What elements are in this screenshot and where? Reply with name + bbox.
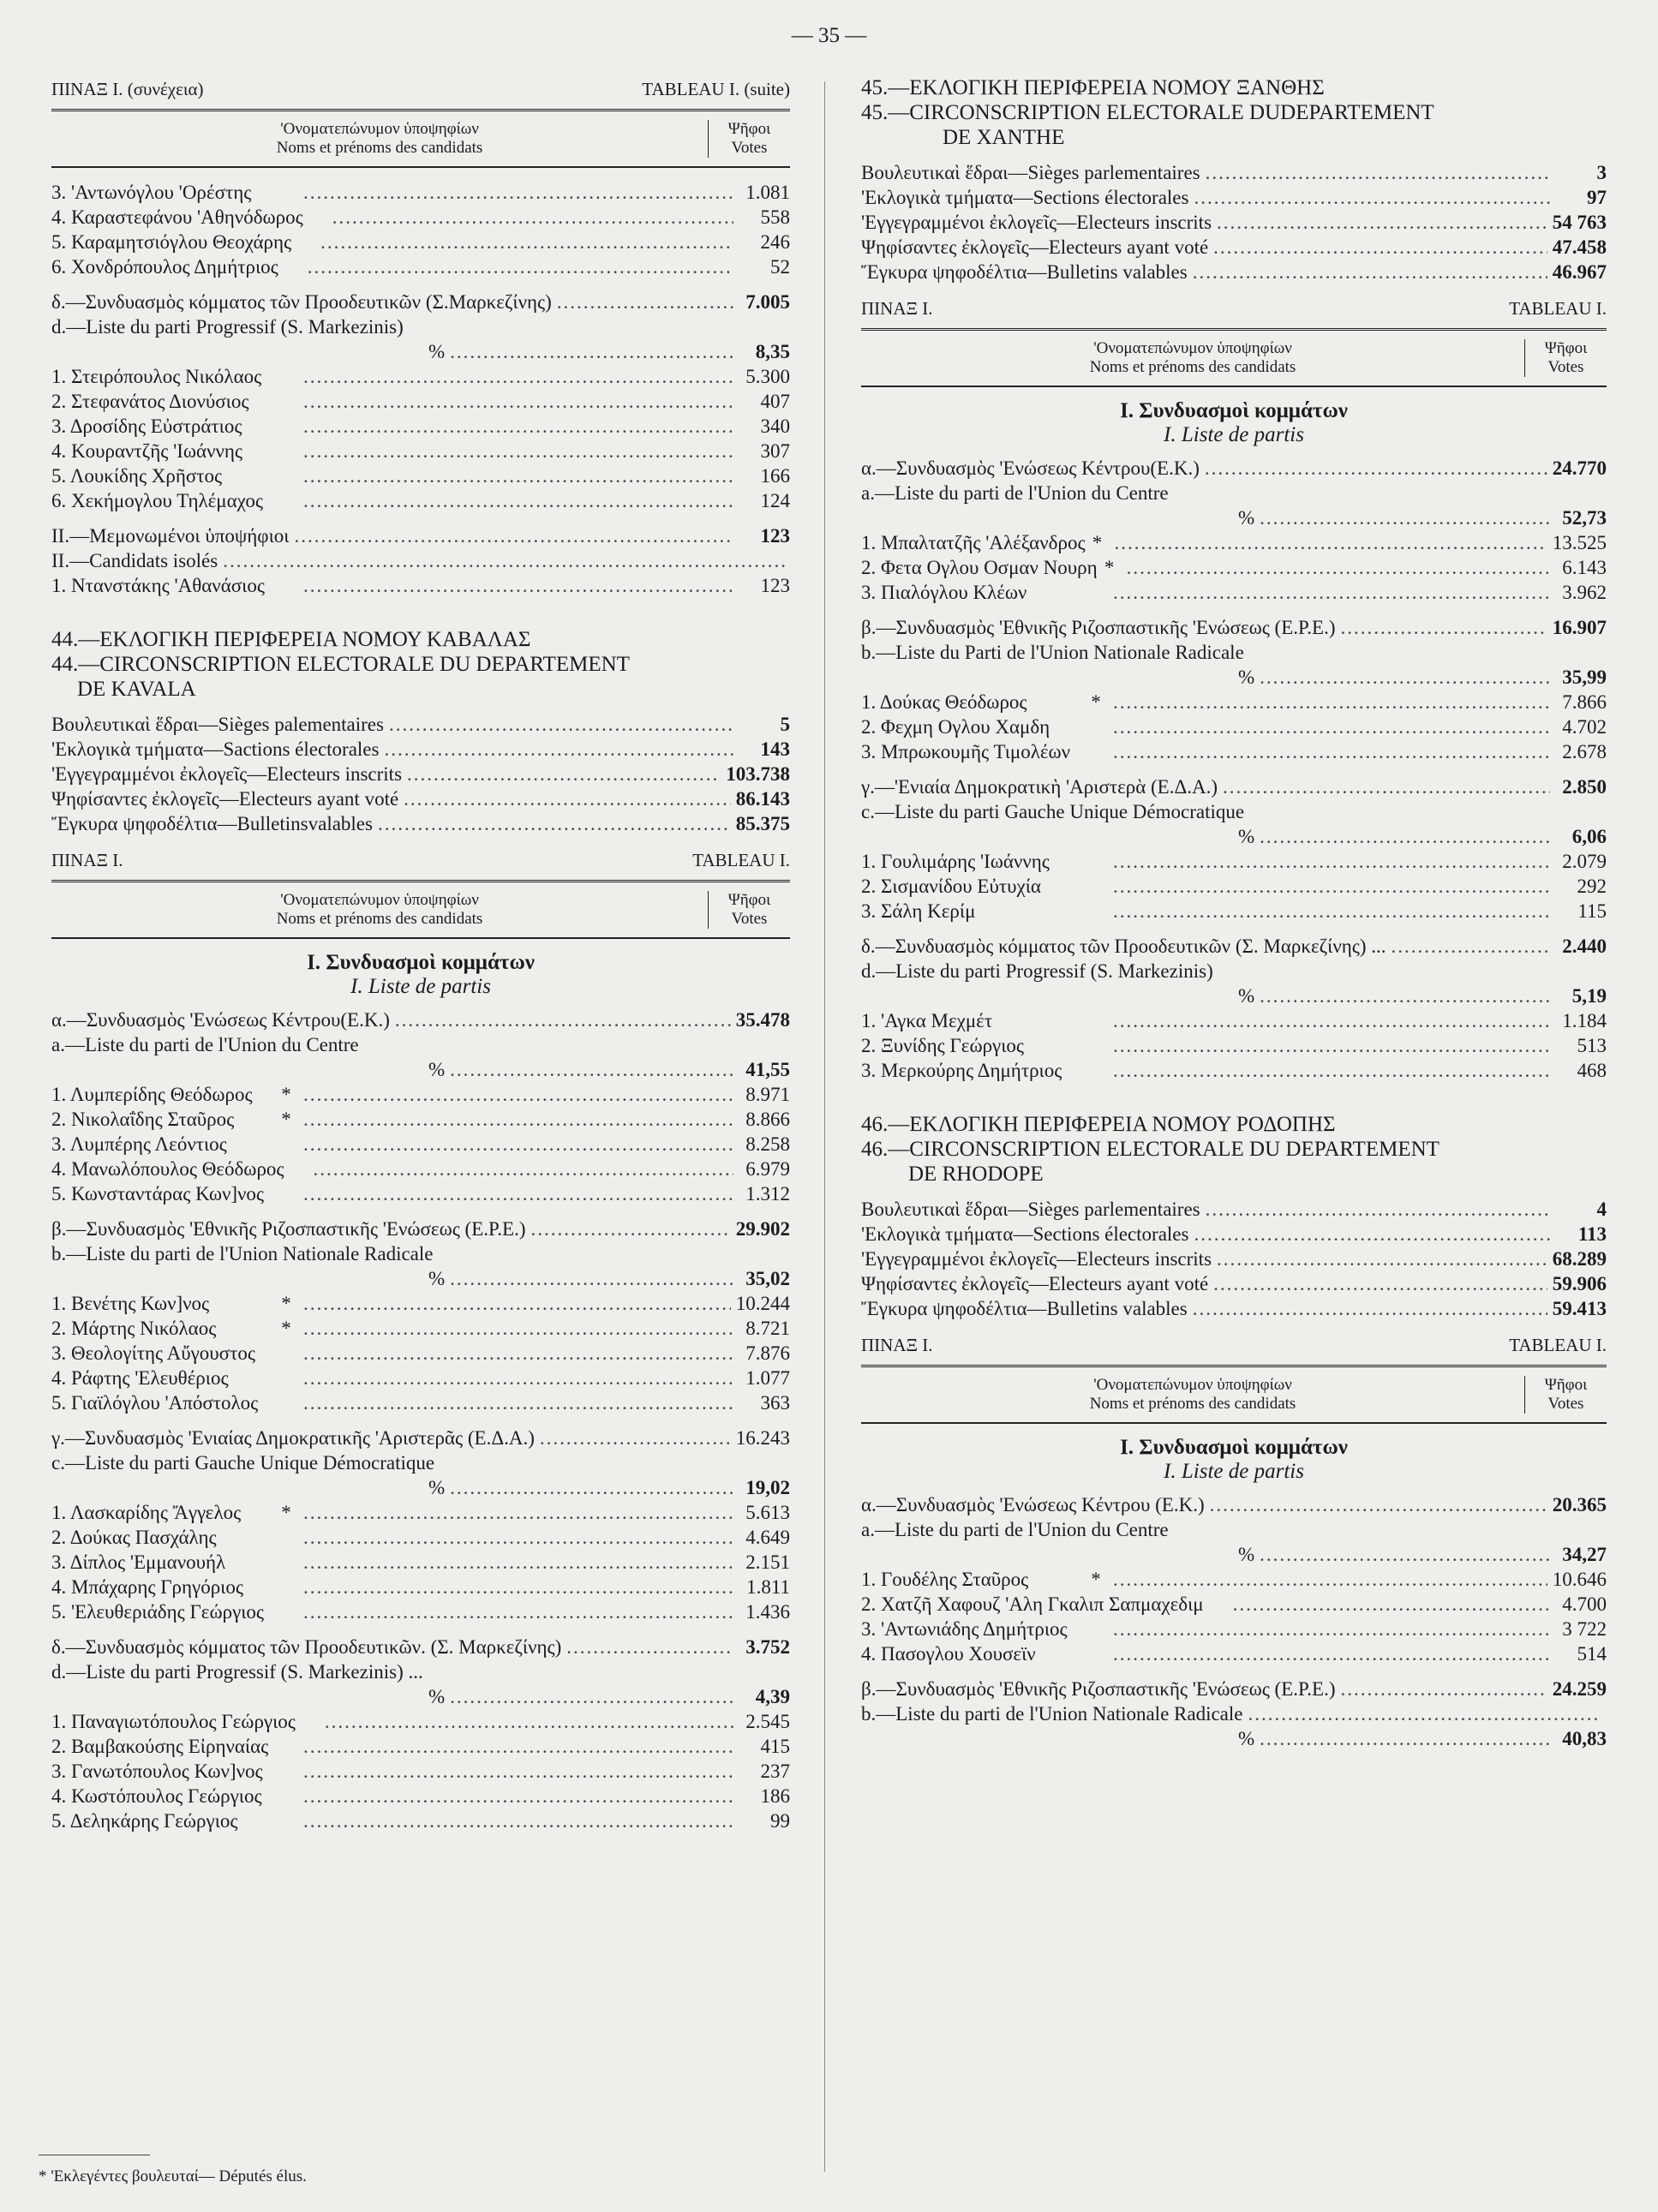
party-name-fr: c.—Liste du parti Gauche Unique Démocratique — [51, 1452, 435, 1474]
candidate-list — [861, 1567, 1607, 1666]
candidate-row — [51, 1599, 790, 1624]
candidate-row — [51, 230, 790, 254]
candidate-name: 5. Κωνσταντάρας Κων]νος — [51, 1183, 265, 1205]
elected-marker: * — [1091, 1569, 1101, 1590]
names-column-header: 'Ονοματεπώνυμον ὑποψηφίων Noms et prénoms des candidats — [861, 1376, 1525, 1414]
candidate-row — [51, 1525, 790, 1550]
candidate-row — [51, 389, 790, 414]
stat-label: Ψηφίσαντες ἐκλογεῖς—Electeurs ayant voté — [861, 1273, 1209, 1294]
stat-value: 5 — [780, 714, 790, 735]
candidate-name: 3. 'Αντωνόγλου 'Ορέστης — [51, 182, 252, 203]
elected-marker: * — [1091, 691, 1101, 713]
candidate-name: 2. Σισμανίδου Εὐτυχία — [861, 876, 1041, 897]
candidate-row — [861, 555, 1607, 580]
elected-marker: * — [1104, 557, 1115, 578]
candidate-row — [51, 1550, 790, 1575]
stat-value: 143 — [760, 738, 790, 760]
candidate-row — [51, 1500, 790, 1525]
candidate-votes: 4.702 — [1562, 716, 1607, 738]
candidate-row — [861, 899, 1607, 924]
stat-row — [861, 1296, 1607, 1321]
stat-row — [861, 1246, 1607, 1271]
candidate-name: 4. Καραστεφάνου 'Αθηνόδωρος — [51, 206, 303, 228]
stat-label: Ψηφίσαντες ἐκλογεῖς—Electeurs ayant voté — [861, 236, 1209, 258]
votes-column-header: Ψῆφοι Votes — [727, 891, 771, 928]
candidate-list — [51, 1291, 790, 1415]
candidate-list — [861, 530, 1607, 605]
candidate-votes: 6.143 — [1562, 557, 1607, 578]
stat-row — [861, 1271, 1607, 1296]
candidate-votes: 10.646 — [1552, 1569, 1607, 1590]
circumscription-title-fr: 44.—CIRCONSCRIPTION ELECTORALE DU DEPARTEMENT — [51, 653, 630, 676]
candidate-row — [861, 580, 1607, 605]
candidate-name: 2. Νικολαΐδης Σταῦρος — [51, 1109, 235, 1130]
candidate-list — [51, 1500, 790, 1624]
candidate-name: 1. Στειρόπουλος Νικόλαος — [51, 366, 262, 387]
candidate-row — [51, 573, 790, 598]
candidate-name: 2. Βαμβακούσης Εἰρηναίας — [51, 1736, 269, 1757]
candidate-name: 1. Ντανστάκης 'Αθανάσιος — [51, 575, 265, 596]
percentage-row: % ..... 52,73 — [861, 505, 1607, 530]
section-title-fr: I. Liste de partis — [1164, 1460, 1304, 1483]
names-column-header: 'Ονοματεπώνυμον ὑποψηφίων Noms et prénoms des candidats — [861, 339, 1525, 377]
candidate-row — [861, 1567, 1607, 1592]
candidate-row — [51, 1341, 790, 1366]
stat-row — [861, 235, 1607, 260]
party-total-row: γ.—Συνδυασμὸς 'Ενιαίας Δημοκρατικῆς 'Αριστερᾶς (Ε.Δ.Α.) ..... 16.243 — [51, 1426, 790, 1450]
stat-row — [861, 1197, 1607, 1222]
section-title-gr: Ι. Συνδυασμοὶ κομμάτων — [307, 951, 535, 974]
candidate-votes: 1.077 — [745, 1367, 790, 1389]
stat-label: Ἔγκυρα ψηφοδέλτια—Bulletinsvalables — [51, 813, 373, 834]
candidate-name: 1. Μπαλτατζῆς 'Αλέξανδρος — [861, 532, 1086, 553]
party-name-fr: d.—Liste du parti Progressif (S. Markezinis) — [51, 316, 404, 338]
candidate-list — [861, 1008, 1607, 1083]
candidate-votes: 363 — [760, 1392, 790, 1414]
candidate-name: 3. Σάλη Κερίμ — [861, 900, 976, 922]
stat-value: 59.906 — [1552, 1273, 1607, 1294]
candidate-row — [51, 1291, 790, 1316]
candidate-row — [861, 1617, 1607, 1641]
stat-row — [861, 160, 1607, 185]
table-label-gr: ΠΙΝΑΞ Ι. (συνέχεια) — [51, 79, 204, 99]
table-header — [51, 109, 790, 168]
stat-value: 59.413 — [1552, 1298, 1607, 1319]
candidate-votes: 10.244 — [735, 1293, 790, 1314]
table-title: ΠΙΝΑΞ Ι. TABLEAU I. — [861, 298, 1607, 319]
candidate-list — [51, 180, 790, 279]
candidate-votes: 1.081 — [745, 182, 790, 203]
candidate-name: 3. Πιαλόγλου Κλέων — [861, 582, 1027, 603]
candidate-votes: 1.811 — [746, 1576, 790, 1598]
party-total-row: ΙΙ.—Μεμονωμένοι ὑποψήφιοι ..... 123 — [51, 523, 790, 548]
right-column — [861, 75, 1607, 1751]
candidate-votes: 5.613 — [745, 1502, 790, 1523]
votes-column-header: Ψῆφοι Votes — [1544, 339, 1588, 376]
candidate-votes: 514 — [1577, 1643, 1607, 1665]
candidate-votes: 1.436 — [745, 1601, 790, 1623]
candidate-row — [861, 530, 1607, 555]
footnote: * 'Εκλεγέντες βουλευταί— Députés élus. — [39, 2167, 307, 2185]
party-name-fr: a.—Liste du parti de l'Union du Centre — [861, 482, 1169, 504]
candidate-name: 4. Κωστόπουλος Γεώργιος — [51, 1785, 262, 1807]
stat-row — [51, 712, 790, 737]
candidate-row — [51, 1575, 790, 1599]
party-name-fr: b.—Liste du parti de l'Union Nationale Radicale — [51, 1243, 434, 1264]
candidate-row — [51, 1157, 790, 1181]
candidate-name: 1. 'Αγκα Μεχμέτ — [861, 1010, 993, 1031]
candidate-name: 3. Γανωτόπουλος Κων]νος — [51, 1761, 263, 1782]
circumscription-title-gr: 44.—ΕΚΛΟΓΙΚΗ ΠΕΡΙΦΕΡΕΙΑ ΝΟΜΟΥ ΚΑΒΑΛΑΣ — [51, 628, 531, 651]
party-total-row: β.—Συνδυασμὸς 'Εθνικῆς Ριζοσπαστικῆς 'Ενώσεως (Ε.Ρ.Ε.) ..... 16.907 — [861, 615, 1607, 640]
candidate-name: 2. Μάρτης Νικόλαος — [51, 1318, 217, 1339]
candidate-row — [51, 1316, 790, 1341]
candidate-row — [51, 1390, 790, 1415]
party-total-row: β.—Συνδυασμὸς 'Εθνικῆς Ριζοσπαστικῆς 'Ενώσεως (Ε.Ρ.Ε.) ..... 24.259 — [861, 1677, 1607, 1701]
stat-row — [51, 811, 790, 836]
candidate-name: 5. 'Ελευθεριάδης Γεώργιος — [51, 1601, 265, 1623]
stat-row — [51, 737, 790, 762]
candidate-name: 3. Μπρωκουμῆς Τιμολέων — [861, 741, 1071, 762]
candidate-row — [861, 1008, 1607, 1033]
elected-marker: * — [281, 1109, 291, 1130]
votes-column-header: Ψῆφοι Votes — [727, 120, 771, 157]
stat-value: 97 — [1587, 187, 1607, 208]
candidate-row — [861, 1641, 1607, 1666]
stat-value: 68.289 — [1552, 1248, 1607, 1270]
candidate-name: 3. 'Αντωνιάδης Δημήτριος — [861, 1618, 1068, 1640]
candidate-list — [51, 364, 790, 513]
candidate-row — [51, 439, 790, 463]
candidate-row — [51, 180, 790, 205]
candidate-list — [51, 1709, 790, 1833]
candidate-votes: 2.151 — [745, 1551, 790, 1573]
candidate-row — [51, 1132, 790, 1157]
percentage-row: % ..... 19,02 — [51, 1475, 790, 1500]
percentage-row: % ..... 41,55 — [51, 1057, 790, 1082]
candidate-votes: 4.649 — [745, 1527, 790, 1548]
candidate-votes: 415 — [760, 1736, 790, 1757]
candidate-votes: 124 — [760, 490, 790, 511]
stat-label: Βουλευτικαὶ ἕδραι—Sièges palementaires — [51, 714, 384, 735]
stat-label: 'Εγγεγραμμένοι ἐκλογεῖς—Electeurs inscrits — [861, 1248, 1212, 1270]
candidate-list — [51, 1082, 790, 1206]
elected-marker: * — [281, 1502, 291, 1523]
candidate-name: 1. Γουδέλης Σταῦρος — [861, 1569, 1029, 1590]
party-name-fr: c.—Liste du parti Gauche Unique Démocratique — [861, 801, 1245, 822]
candidate-votes: 2.678 — [1562, 741, 1607, 762]
candidate-name: 5. Δεληκάρης Γεώργιος — [51, 1810, 238, 1832]
candidate-name: 2. Φεχμη Ογλου Χαμδη — [861, 716, 1050, 738]
stat-value: 3 — [1596, 162, 1607, 183]
table-continuation-header — [51, 79, 790, 100]
stat-label: Ἔγκυρα ψηφοδέλτια—Bulletins valables — [861, 261, 1188, 283]
candidate-name: 4. Ράφτης 'Ελευθέριος — [51, 1367, 229, 1389]
stat-label: Ψηφίσαντες ἐκλογεῖς—Electeurs ayant voté — [51, 788, 399, 810]
percentage-row: % ..... 34,27 — [861, 1542, 1607, 1567]
stat-row — [861, 1222, 1607, 1246]
percentage-row: % ..... 35,99 — [861, 665, 1607, 690]
candidate-name: 5. Καραμητσιόγλου Θεοχάρης — [51, 231, 292, 253]
candidate-row — [861, 1058, 1607, 1083]
candidate-name: 4. Μανωλόπουλος Θεόδωρος — [51, 1158, 284, 1180]
candidate-votes: 8.258 — [745, 1133, 790, 1155]
percentage-row: % ..... 40,83 — [861, 1726, 1607, 1751]
circumscription-title-fr: 45.—CIRCONSCRIPTION ELECTORALE DUDEPARTEMENT — [861, 101, 1434, 124]
candidate-row — [51, 1734, 790, 1759]
votes-column-header: Ψῆφοι Votes — [1544, 1376, 1588, 1413]
candidate-name: 1. Βενέτης Κων]νος — [51, 1293, 210, 1314]
party-total-row: α.—Συνδυασμὸς 'Ενώσεως Κέντρου (Ε.Κ.) ..... 20.365 — [861, 1492, 1607, 1517]
candidate-votes: 1.184 — [1562, 1010, 1607, 1031]
candidate-votes: 8.971 — [745, 1084, 790, 1105]
candidate-votes: 558 — [760, 206, 790, 228]
candidate-votes: 99 — [770, 1810, 790, 1832]
stat-label: 'Εκλογικὰ τμήματα—Sections électorales — [861, 1223, 1189, 1245]
stat-row — [861, 185, 1607, 210]
stat-label: 'Εκλογικὰ τμήματα—Sactions électorales — [51, 738, 380, 760]
party-total-row: β.—Συνδυασμὸς 'Εθνικῆς Ριζοσπαστικῆς 'Ενώσεως (Ε.Ρ.Ε.) ..... 29.902 — [51, 1217, 790, 1241]
candidate-name: 4. Πασογλου Χουσεϊν — [861, 1643, 1036, 1665]
candidate-votes: 246 — [760, 231, 790, 253]
circumscription-title-fr: 46.—CIRCONSCRIPTION ELECTORALE DU DEPARTEMENT — [861, 1138, 1440, 1161]
percentage-row: % ..... 35,02 — [51, 1266, 790, 1291]
candidate-row — [51, 1107, 790, 1132]
candidate-list — [861, 690, 1607, 764]
candidate-name: 1. Λυμπερίδης Θεόδωρος — [51, 1084, 253, 1105]
candidate-list — [51, 573, 790, 598]
candidate-votes: 8.721 — [745, 1318, 790, 1339]
percentage-row: % ..... 8,35 — [51, 339, 790, 364]
candidate-name: 1. Λασκαρίδης Ἄγγελος — [51, 1502, 242, 1523]
candidate-votes: 2.545 — [745, 1711, 790, 1732]
candidate-row — [51, 1784, 790, 1808]
candidate-row — [51, 1709, 790, 1734]
table-header — [861, 1365, 1607, 1424]
candidate-row — [861, 690, 1607, 714]
candidate-votes: 186 — [760, 1785, 790, 1807]
section-title-gr: Ι. Συνδυασμοὶ κομμάτων — [1120, 399, 1348, 422]
left-column — [51, 75, 790, 1833]
stat-label: Βουλευτικαὶ ἕδραι—Sièges parlementaires — [861, 1199, 1200, 1220]
section-title-gr: Ι. Συνδυασμοὶ κομμάτων — [1120, 1436, 1348, 1459]
names-column-header: 'Ονοματεπώνυμον ὑποψηφίων Noms et prénoms des candidats — [51, 120, 709, 158]
candidate-row — [861, 1033, 1607, 1058]
candidate-votes: 292 — [1577, 876, 1607, 897]
elected-marker: * — [1092, 532, 1103, 553]
section-title-fr: I. Liste de partis — [1164, 423, 1304, 446]
stat-value: 103.738 — [726, 763, 790, 785]
circumscription-title-fr-cont: DE RHODOPE — [908, 1163, 1044, 1186]
candidate-row — [51, 1082, 790, 1107]
circumscription-stats — [51, 712, 790, 836]
candidate-votes: 13.525 — [1552, 532, 1607, 553]
party-name-fr: a.—Liste du parti de l'Union du Centre — [51, 1034, 359, 1055]
table-header — [861, 328, 1607, 387]
page-number: — 35 — — [791, 24, 867, 47]
candidate-votes: 123 — [760, 575, 790, 596]
candidate-name: 3. Δίπλος 'Εμμανουήλ — [51, 1551, 226, 1573]
candidate-row — [51, 414, 790, 439]
candidate-name: 5. Γιαϊλόγλου 'Απόστολος — [51, 1392, 259, 1414]
candidate-votes: 1.312 — [745, 1183, 790, 1205]
table-label-fr: TABLEAU I. (suite) — [642, 79, 790, 99]
candidate-row — [51, 1759, 790, 1784]
circumscription-stats — [861, 160, 1607, 284]
stat-value: 113 — [1577, 1223, 1607, 1245]
stat-label: 'Εγγεγραμμένοι ἐκλογεῖς—Electeurs inscrits — [861, 212, 1212, 233]
stat-value: 54 763 — [1552, 212, 1607, 233]
stat-label: 'Εγγεγραμμένοι ἐκλογεῖς—Electeurs inscrits — [51, 763, 403, 785]
candidate-row — [861, 739, 1607, 764]
candidate-name: 3. Μερκούρης Δημήτριος — [861, 1060, 1062, 1081]
candidate-votes: 5.300 — [745, 366, 790, 387]
party-name-fr: II.—Candidats isolés ..... — [51, 548, 790, 573]
stat-value: 46.967 — [1552, 261, 1607, 283]
candidate-row — [51, 463, 790, 488]
candidate-votes: 6.979 — [745, 1158, 790, 1180]
candidate-name: 1. Γουλιμάρης 'Ιωάννης — [861, 851, 1050, 872]
column-divider — [824, 81, 825, 2172]
party-name-fr: b.—Liste du parti de l'Union Nationale Radicale ..... — [861, 1701, 1607, 1726]
party-total-row: δ.—Συνδυασμὸς κόμματος τῶν Προοδευτικῶν (Σ. Μαρκεζίνης) ... ..... 2.440 — [861, 934, 1607, 959]
candidate-votes: 4.700 — [1562, 1593, 1607, 1615]
stat-label: Βουλευτικαὶ ἕδραι—Sièges parlementaires — [861, 162, 1200, 183]
table-title: ΠΙΝΑΞ Ι. TABLEAU I. — [51, 850, 790, 870]
candidate-votes: 166 — [760, 465, 790, 487]
percentage-row: % ..... 5,19 — [861, 983, 1607, 1008]
party-name-fr: d.—Liste du parti Progressif (S. Markezinis) — [861, 960, 1213, 982]
candidate-name: 2. Χατζῆ Χαφουζ 'Αλη Γκαλιπ Σαπμαχεδιμ — [861, 1593, 1204, 1615]
stat-value: 86.143 — [735, 788, 790, 810]
circumscription-title-fr-cont: DE KAVALA — [77, 678, 196, 701]
elected-marker: * — [281, 1293, 291, 1314]
candidate-votes: 237 — [760, 1761, 790, 1782]
candidate-name: 6. Χονδρόπουλος Δημήτριος — [51, 256, 278, 278]
candidate-votes: 3 722 — [1562, 1618, 1607, 1640]
stat-value: 4 — [1596, 1199, 1607, 1220]
percentage-row: % ..... 4,39 — [51, 1684, 790, 1709]
candidate-row — [861, 874, 1607, 899]
elected-marker: * — [281, 1084, 291, 1105]
candidate-votes: 52 — [770, 256, 790, 278]
candidate-votes: 468 — [1577, 1060, 1607, 1081]
candidate-votes: 407 — [760, 391, 790, 412]
party-name-fr: d.—Liste du parti Progressif (S. Markezinis) ... — [51, 1661, 423, 1683]
stat-row — [861, 210, 1607, 235]
stat-label: Ἔγκυρα ψηφοδέλτια—Bulletins valables — [861, 1298, 1188, 1319]
candidate-row — [861, 1592, 1607, 1617]
stat-row — [861, 260, 1607, 284]
candidate-row — [51, 364, 790, 389]
circumscription-title-gr: 46.—ΕΚΛΟΓΙΚΗ ΠΕΡΙΦΕΡΕΙΑ ΝΟΜΟΥ ΡΟΔΟΠΗΣ — [861, 1113, 1336, 1136]
candidate-votes: 7.866 — [1562, 691, 1607, 713]
circumscription-title-fr-cont: DE XANTHE — [943, 126, 1065, 149]
candidate-name: 2. Στεφανάτος Διονύσιος — [51, 391, 249, 412]
candidate-votes: 8.866 — [745, 1109, 790, 1130]
candidate-name: 1. Δούκας Θεόδωρος — [861, 691, 1027, 713]
candidate-name: 4. Κουραντζῆς 'Ιωάννης — [51, 440, 243, 462]
candidate-votes: 340 — [760, 415, 790, 437]
candidate-name: 3. Θεολογίτης Αὔγουστος — [51, 1342, 255, 1364]
candidate-name: 1. Παναγιωτόπουλος Γεώργιος — [51, 1711, 296, 1732]
candidate-votes: 513 — [1577, 1035, 1607, 1056]
candidate-votes: 2.079 — [1562, 851, 1607, 872]
candidate-name: 2. Φετα Ογλου Οσμαν Νουρη — [861, 557, 1098, 578]
candidate-row — [861, 714, 1607, 739]
stat-row — [51, 786, 790, 811]
candidate-votes: 3.962 — [1562, 582, 1607, 603]
elected-marker: * — [281, 1318, 291, 1339]
party-total-row: α.—Συνδυασμὸς 'Ενώσεως Κέντρου(Ε.Κ.) ..... 35.478 — [51, 1007, 790, 1032]
party-total-row: γ.—'Ενιαία Δημοκρατικὴ 'Αριστερὰ (Ε.Δ.Α.) ..... 2.850 — [861, 774, 1607, 799]
candidate-row — [861, 849, 1607, 874]
candidate-name: 4. Μπάχαρης Γρηγόριος — [51, 1576, 243, 1598]
candidate-row — [51, 1808, 790, 1833]
candidate-list — [861, 849, 1607, 924]
section-title-fr: I. Liste de partis — [350, 975, 491, 998]
candidate-votes: 7.876 — [745, 1342, 790, 1364]
names-column-header: 'Ονοματεπώνυμον ὑποψηφίων Noms et prénoms des candidats — [51, 891, 709, 929]
stat-value: 47.458 — [1552, 236, 1607, 258]
candidate-name: 3. Δροσίδης Εὐστράτιος — [51, 415, 242, 437]
stat-label: 'Εκλογικὰ τμήματα—Sections électorales — [861, 187, 1189, 208]
party-total-row: δ.—Συνδυασμὸς κόμματος τῶν Προοδευτικῶν (Σ.Μαρκεζίνης) ..... 7.005 — [51, 290, 790, 314]
stat-value: 85.375 — [735, 813, 790, 834]
candidate-row — [51, 254, 790, 279]
candidate-row — [51, 1181, 790, 1206]
candidate-row — [51, 1366, 790, 1390]
candidate-name: 2. Δούκας Πασχάλης — [51, 1527, 217, 1548]
party-total-row: α.—Συνδυασμὸς 'Ενώσεως Κέντρου(Ε.Κ.) ..... 24.770 — [861, 456, 1607, 481]
stat-row — [51, 762, 790, 786]
party-name-fr: a.—Liste du parti de l'Union du Centre — [861, 1519, 1169, 1540]
table-header — [51, 880, 790, 939]
candidate-row — [51, 488, 790, 513]
candidate-name: 2. Ξυνίδης Γεώργιος — [861, 1035, 1025, 1056]
candidate-name: 5. Λουκίδης Χρῆστος — [51, 465, 223, 487]
percentage-row: % ..... 6,06 — [861, 824, 1607, 849]
candidate-name: 3. Λυμπέρης Λεόντιος — [51, 1133, 227, 1155]
candidate-name: 6. Χεκήμογλου Τηλέμαχος — [51, 490, 263, 511]
candidate-row — [51, 205, 790, 230]
table-title: ΠΙΝΑΞ Ι. TABLEAU I. — [861, 1335, 1607, 1355]
circumscription-title-gr: 45.—ΕΚΛΟΓΙΚΗ ΠΕΡΙΦΕΡΕΙΑ ΝΟΜΟΥ ΞΑΝΘΗΣ — [861, 76, 1325, 99]
candidate-votes: 307 — [760, 440, 790, 462]
candidate-votes: 115 — [1577, 900, 1607, 922]
circumscription-stats — [861, 1197, 1607, 1321]
party-total-row: δ.—Συνδυασμὸς κόμματος τῶν Προοδευτικῶν. (Σ. Μαρκεζίνης) ..... 3.752 — [51, 1635, 790, 1659]
party-name-fr: b.—Liste du Parti de l'Union Nationale Radicale — [861, 642, 1244, 663]
